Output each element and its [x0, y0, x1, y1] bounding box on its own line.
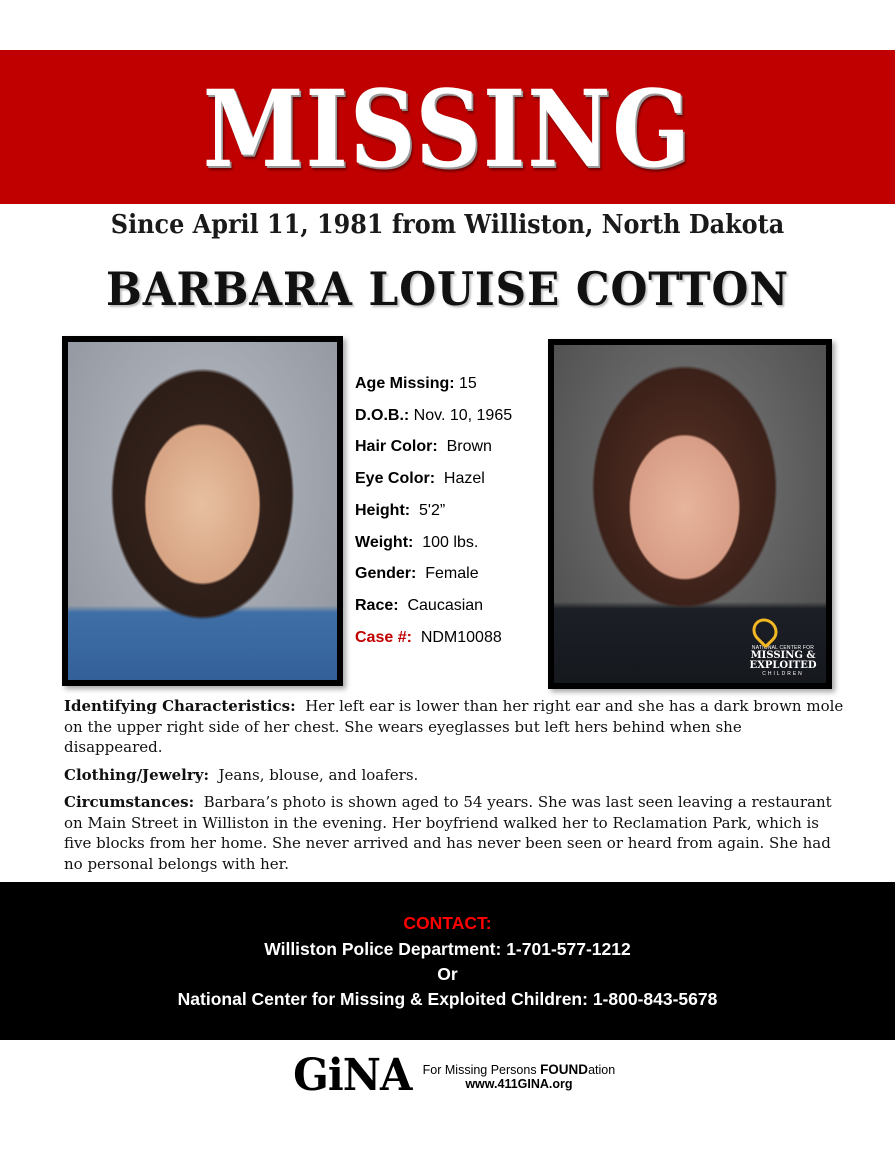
missing-person-name: BARBARA LOUISE COTTON [106, 262, 789, 316]
gina-logo-word: GiNA [293, 1050, 412, 1101]
heart-icon [747, 613, 782, 648]
missing-banner [0, 50, 895, 204]
contact-separator: Or [437, 964, 458, 984]
detail-gender: Gender: Female [355, 565, 479, 583]
detail-race: Race: Caucasian [355, 596, 484, 614]
contact-section [0, 882, 895, 1040]
age-progressed-photo [548, 339, 832, 689]
gina-website-url: www.411GINA.org [465, 1076, 573, 1091]
detail-weight: Weight: 100 lbs. [355, 533, 479, 551]
clothing-jewelry: Clothing/Jewelry: Jeans, blouse, and loafers. [64, 765, 419, 784]
contact-ncmec-phone: National Center for Missing & Exploited Children: 1-800-843-5678 [177, 989, 718, 1009]
details-list [355, 368, 540, 653]
portrait-image-aged [554, 345, 826, 683]
detail-dob: D.O.B.: Nov. 10, 1965 [355, 406, 513, 424]
portrait-image-young [68, 342, 337, 680]
detail-hair-color: Hair Color: Brown [355, 438, 492, 456]
ncmec-watermark-logo: NATIONAL CENTER FOR MISSING & EXPLOITED CHILDREN [746, 619, 820, 677]
contact-heading: CONTACT: [403, 913, 492, 933]
circumstances: Circumstances: Barbara’s photo is shown aged to 54 years. She was last seen leaving a restaurant on Main Street in Williston in the evening. Her boyfriend walked her to Reclamation Park, which is five blocks from her home. She never arrived and has never been seen or heard from again. She had no personal belongs with her. [64, 793, 832, 873]
description-section [64, 696, 844, 881]
banner-title: MISSING [202, 66, 693, 191]
detail-eye-color: Eye Color: Hazel [355, 470, 485, 488]
detail-case-number: Case #: NDM10088 [355, 628, 502, 646]
detail-height: Height: 5'2” [355, 501, 446, 519]
photo-at-disappearance [62, 336, 343, 686]
gina-foundation-logo [290, 1050, 616, 1101]
identifying-characteristics: Identifying Characteristics: Her left ear is lower than her right ear and she has a dark brown mole on the upper right side of her chest. She wears eyeglasses but left hers behind when she disappeared. [64, 697, 844, 756]
missing-since-line: Since April 11, 1981 from Williston, North Dakota [110, 210, 785, 240]
contact-police-phone: Williston Police Department: 1-701-577-1212 [264, 939, 631, 959]
detail-age-missing: Age Missing: 15 [355, 375, 477, 392]
gina-tagline: For Missing Persons FOUNDation www.411GINA.org [422, 1061, 616, 1091]
